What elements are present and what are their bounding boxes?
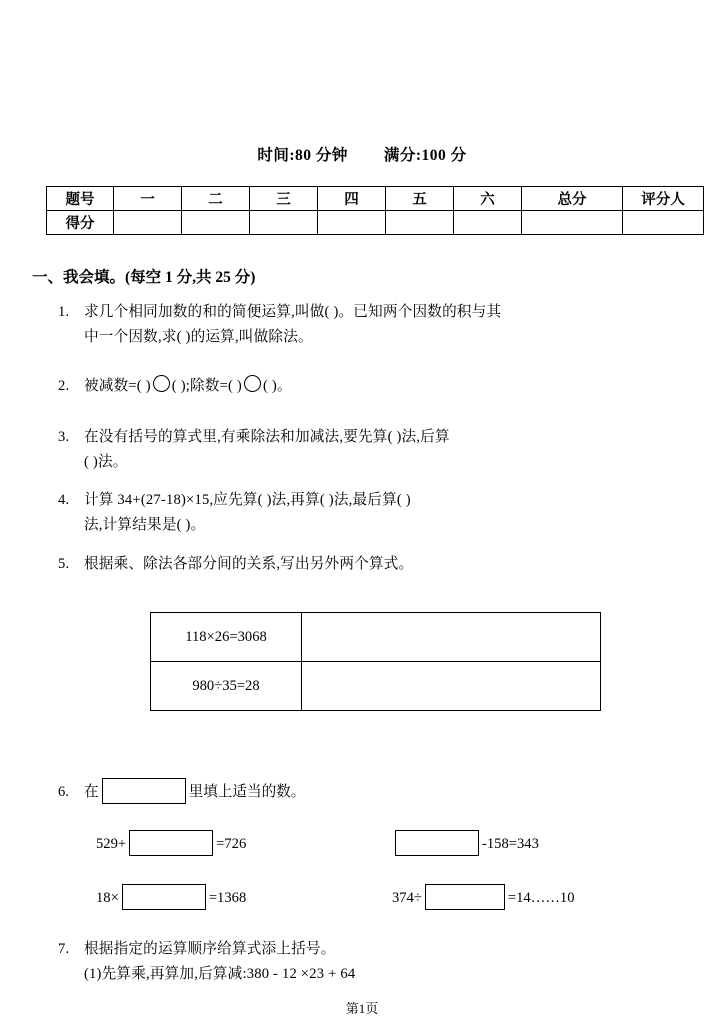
- question-3-text-1: 在没有括号的算式里,有乘除法和加减法,要先算( )法,后算: [84, 429, 450, 445]
- question-3-line-2: ( )法。: [84, 454, 128, 470]
- question-1: [58, 300, 501, 350]
- question-5: [58, 552, 413, 577]
- question-1-line-1: [58, 300, 501, 325]
- question-2: [58, 374, 292, 399]
- fill-box[interactable]: [122, 884, 206, 910]
- time-label: 时间:80 分钟: [257, 147, 348, 164]
- score-table-cell: 总分: [522, 187, 623, 211]
- question-6-number: 6.: [58, 784, 69, 800]
- exam-header: [0, 143, 724, 165]
- equation-suffix: -158=343: [482, 836, 539, 852]
- score-table-cell: 得分: [47, 211, 114, 235]
- question-2-number: 2.: [58, 378, 70, 394]
- question-5-number: 5.: [58, 556, 70, 572]
- relation-table-row: [151, 613, 601, 662]
- question-4-line-1: [58, 488, 411, 513]
- score-input-cell[interactable]: [454, 211, 522, 235]
- equation-suffix: =1368: [208, 890, 247, 906]
- question-6-row-2-right: [392, 884, 575, 910]
- score-table-cell: 二: [182, 187, 250, 211]
- relation-expression: 118×26=3068: [151, 613, 302, 662]
- score-table-cell: 四: [318, 187, 386, 211]
- score-input-cell[interactable]: [386, 211, 454, 235]
- question-2-text-b: ( );除数=( ): [171, 378, 242, 394]
- question-6-prefix: 在: [84, 784, 99, 800]
- fill-box[interactable]: [395, 830, 479, 856]
- question-4: [58, 488, 411, 538]
- question-4-number: 4.: [58, 492, 70, 508]
- question-7-text-1: 根据指定的运算顺序给算式添上括号。: [84, 941, 336, 957]
- question-5-text-1: 根据乘、除法各部分间的关系,写出另外两个算式。: [84, 556, 414, 572]
- score-table-cell: 五: [386, 187, 454, 211]
- full-score-label: 满分:100 分: [383, 147, 467, 164]
- relation-expression: 980÷35=28: [151, 662, 302, 711]
- score-input-cell[interactable]: [114, 211, 182, 235]
- page-number: 第1页: [338, 997, 387, 1018]
- question-5-line-1: [58, 552, 413, 577]
- question-7-number: 7.: [58, 941, 70, 957]
- relation-answer-blank[interactable]: [302, 662, 601, 711]
- question-2-text-a: 被减数=( ): [84, 378, 151, 394]
- relation-answer-blank[interactable]: [302, 613, 601, 662]
- score-input-cell[interactable]: [182, 211, 250, 235]
- equation-prefix: 529+: [96, 836, 127, 852]
- question-6-row-1-right: [392, 830, 539, 856]
- question-6-row-2-left: [96, 884, 246, 910]
- score-table-cell: 一: [114, 187, 182, 211]
- equation-suffix: =726: [216, 836, 247, 852]
- question-6-row-1-left: [96, 830, 246, 856]
- question-7-line-1: [58, 937, 355, 962]
- relation-table: [150, 612, 601, 711]
- equation-suffix: =14……10: [507, 890, 575, 906]
- question-1-number: 1.: [58, 304, 70, 320]
- question-3: [58, 425, 450, 475]
- score-input-cell[interactable]: [623, 211, 704, 235]
- question-6-suffix: 里填上适当的数。: [188, 784, 306, 800]
- score-table-cell: 三: [250, 187, 318, 211]
- page-footer: [0, 997, 724, 1018]
- relation-table-row: [151, 662, 601, 711]
- question-1-text-1: 求几个相同加数的和的简便运算,叫做( )。已知两个因数的积与其: [84, 304, 502, 320]
- fill-box[interactable]: [129, 830, 213, 856]
- question-1-line-2: 中一个因数,求( )的运算,叫做除法。: [84, 329, 313, 345]
- section-heading: 一、我会填。(每空 1 分,共 25 分): [32, 269, 256, 286]
- score-table: [46, 186, 704, 235]
- question-4-text-1: 计算 34+(27-18)×15,应先算( )法,再算( )法,最后算( ): [84, 492, 411, 508]
- score-input-cell[interactable]: [522, 211, 623, 235]
- circle-operator-icon: [153, 375, 170, 392]
- question-3-line-1: [58, 425, 450, 450]
- score-table-cell: 题号: [47, 187, 114, 211]
- circle-operator-icon: [244, 375, 261, 392]
- score-input-cell[interactable]: [318, 211, 386, 235]
- equation-prefix: 374÷: [392, 890, 422, 906]
- question-7-line-2: (1)先算乘,再算加,后算减:380 - 12 ×23 + 64: [84, 966, 356, 982]
- score-table-header-row: [47, 187, 704, 211]
- question-6-line-1: [58, 778, 305, 804]
- score-table-cell: 六: [454, 187, 522, 211]
- score-table-value-row: [47, 211, 704, 235]
- equation-prefix: 18×: [96, 890, 119, 906]
- score-table-cell: 评分人: [623, 187, 704, 211]
- fill-box[interactable]: [102, 778, 186, 804]
- question-3-number: 3.: [58, 429, 70, 445]
- question-2-text-c: ( )。: [263, 378, 292, 394]
- question-7: [58, 937, 355, 987]
- fill-box[interactable]: [425, 884, 505, 910]
- question-2-line-1: [58, 374, 292, 399]
- question-4-line-2: 法,计算结果是( )。: [84, 517, 206, 533]
- score-input-cell[interactable]: [250, 211, 318, 235]
